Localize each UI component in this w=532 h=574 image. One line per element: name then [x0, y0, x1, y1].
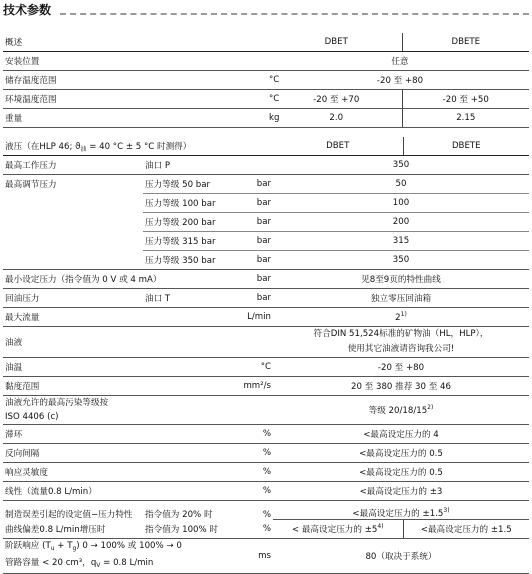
table-row [3, 251, 529, 270]
row-value: 独立零压回油箱 [273, 289, 529, 308]
row-value-dbet: 2.0 [271, 109, 402, 128]
row-unit: °C [229, 358, 273, 377]
table-row [3, 232, 529, 251]
row-value: 符合DIN 51,524标准的矿物油（HL，HLP）， 使用其它油液请咨询我公司! [273, 327, 529, 358]
row-sub: 指令值为 20% 时 [145, 509, 213, 520]
row-label: 响应灵敏度 [3, 463, 143, 482]
table-row [3, 109, 529, 128]
table-row [3, 327, 529, 358]
row-label: 阶跃响应 $(T_u + T_g) 0 \to 100\%$ 或 100% → 0 管路容量 < 20 cm³，$q_V = 0.8$ L/min [3, 539, 229, 574]
row-unit: bar [229, 194, 273, 213]
page-title: 技术参数 [3, 3, 52, 17]
row-label: 最高工作压力 [3, 156, 143, 175]
table-row [3, 71, 529, 90]
hydraulic-header-dbet: DBET [273, 137, 403, 156]
table-row [3, 377, 529, 396]
row-value: -20 至 +80 [271, 71, 529, 90]
row-value-dbete: -20 至 +50 [402, 90, 529, 109]
row-unit [229, 156, 273, 175]
row-unit: bar [229, 175, 273, 194]
hydraulic-table [3, 137, 529, 574]
row-value: 等级 20/18/15$^{2)}$ [273, 396, 529, 425]
row-label: 回油压力 [3, 289, 143, 308]
general-header-dbet: DBET [271, 33, 402, 52]
row-label: 滞环 [3, 425, 143, 444]
table-row [3, 463, 529, 482]
row-value: <最高设定压力的 0.5 [273, 463, 529, 482]
title-rule [60, 13, 529, 15]
row-unit: % [229, 425, 273, 444]
row-label: 线性（流量0.8 L/min） [3, 482, 229, 501]
table-row [3, 482, 529, 501]
row-unit: % [229, 463, 273, 482]
table-row [3, 52, 529, 71]
row-unit: °C [267, 90, 271, 109]
row-unit: % [262, 509, 271, 520]
row-value: 100 [273, 194, 529, 213]
row-value-dbete: 2.15 [402, 109, 529, 128]
row-value: 2$^{1)}$ [273, 308, 529, 327]
row-value-dbet: -20 至 +70 [271, 90, 402, 109]
table-row [3, 358, 529, 377]
row-unit: % [229, 520, 273, 539]
row-label: 重量 [3, 109, 267, 128]
row-unit: bar [229, 289, 273, 308]
row-value: 任意 [271, 52, 529, 71]
row-label: 安装位置 [3, 52, 267, 71]
row-sub: 压力等级 100 bar [143, 194, 229, 213]
general-header-dbete: DBETE [402, 33, 529, 52]
row-label: 最小设定压力（指令值为 0 V 或 4 mA） [3, 270, 229, 289]
row-sub: 指令值为 100% 时 [143, 520, 229, 539]
row-value: 350 [273, 156, 529, 175]
row-label: 黏度范围 [3, 377, 143, 396]
row-unit: L/min [229, 308, 273, 327]
row-unit: mm²/s [229, 377, 273, 396]
row-sub: 油口 P [143, 156, 229, 175]
row-unit: ms [229, 539, 273, 574]
row-value: 20 至 380 推荐 30 至 46 [273, 377, 529, 396]
table-row [3, 270, 529, 289]
row-value: 200 [273, 213, 529, 232]
general-header-row [3, 33, 529, 52]
row-sub: 油口 T [143, 289, 229, 308]
table-row [3, 213, 529, 232]
table-row [3, 156, 529, 175]
table-row [3, 175, 529, 194]
table-row [3, 444, 529, 463]
table-row [3, 539, 529, 574]
general-table [3, 33, 529, 128]
row-value: <最高设定压力的 ±3 [273, 482, 529, 501]
row-label: 曲线偏差0.8 L/min增压时 [3, 520, 143, 539]
row-label: 制造误差引起的设定值−压力特性 [5, 509, 133, 520]
row-unit: bar [229, 232, 273, 251]
row-value: 见8至9页的特性曲线 [273, 270, 529, 289]
row-sub: 压力等级 315 bar [143, 232, 229, 251]
hydraulic-header-row [3, 137, 529, 156]
row-unit: % [229, 482, 273, 501]
row-unit: bar [229, 213, 273, 232]
table-row [3, 425, 529, 444]
row-value: 350 [273, 251, 529, 270]
row-unit: °C [267, 71, 271, 90]
table-row [3, 396, 529, 425]
row-value: 315 [273, 232, 529, 251]
row-unit: bar [229, 251, 273, 270]
table-row [3, 289, 529, 308]
row-value: <最高设定压力的 $\pm 1.5^{3)}$ [273, 501, 529, 520]
row-unit: bar [229, 270, 273, 289]
row-value: 50 [273, 175, 529, 194]
table-row [3, 194, 529, 213]
row-label: 反向间隔 [3, 444, 143, 463]
table-row [3, 520, 529, 539]
row-label: 油液 [3, 327, 143, 358]
row-value-dbet: < 最高设定压力的 $\pm 5^{4)}$ [273, 520, 403, 539]
row-label: 最高调节压力 [5, 180, 57, 191]
table-row [3, 501, 529, 520]
row-label: 油温 [3, 358, 143, 377]
row-value: <最高设定压力的 4 [273, 425, 529, 444]
row-sub: 压力等级 50 bar [143, 175, 229, 194]
row-label: 环境温度范围 [3, 90, 267, 109]
hydraulic-header-dbete: DBETE [403, 137, 529, 156]
row-value: -20 至 +80 [273, 358, 529, 377]
row-value: 80（取决于系统） [273, 539, 529, 574]
table-row [3, 90, 529, 109]
general-header-label: 概述 [3, 33, 271, 52]
row-sub: 压力等级 350 bar [143, 251, 229, 270]
row-sub: 压力等级 200 bar [143, 213, 229, 232]
row-value: <最高设定压力的 0.5 [273, 444, 529, 463]
hydraulic-header-label: 液压（在HLP 46; $ϑ_油 = 40$ °C ± 5 °C 时测得） [3, 137, 273, 156]
row-label: 油液允许的最高污染等级按 ISO 4406 (c) [3, 396, 229, 425]
row-unit: % [229, 444, 273, 463]
table-row [3, 308, 529, 327]
row-value-dbete: <最高设定压力的 ±1.5 [403, 520, 529, 539]
row-unit: kg [267, 109, 271, 128]
row-label: 储存温度范围 [3, 71, 267, 90]
row-label: 最大流量 [3, 308, 143, 327]
